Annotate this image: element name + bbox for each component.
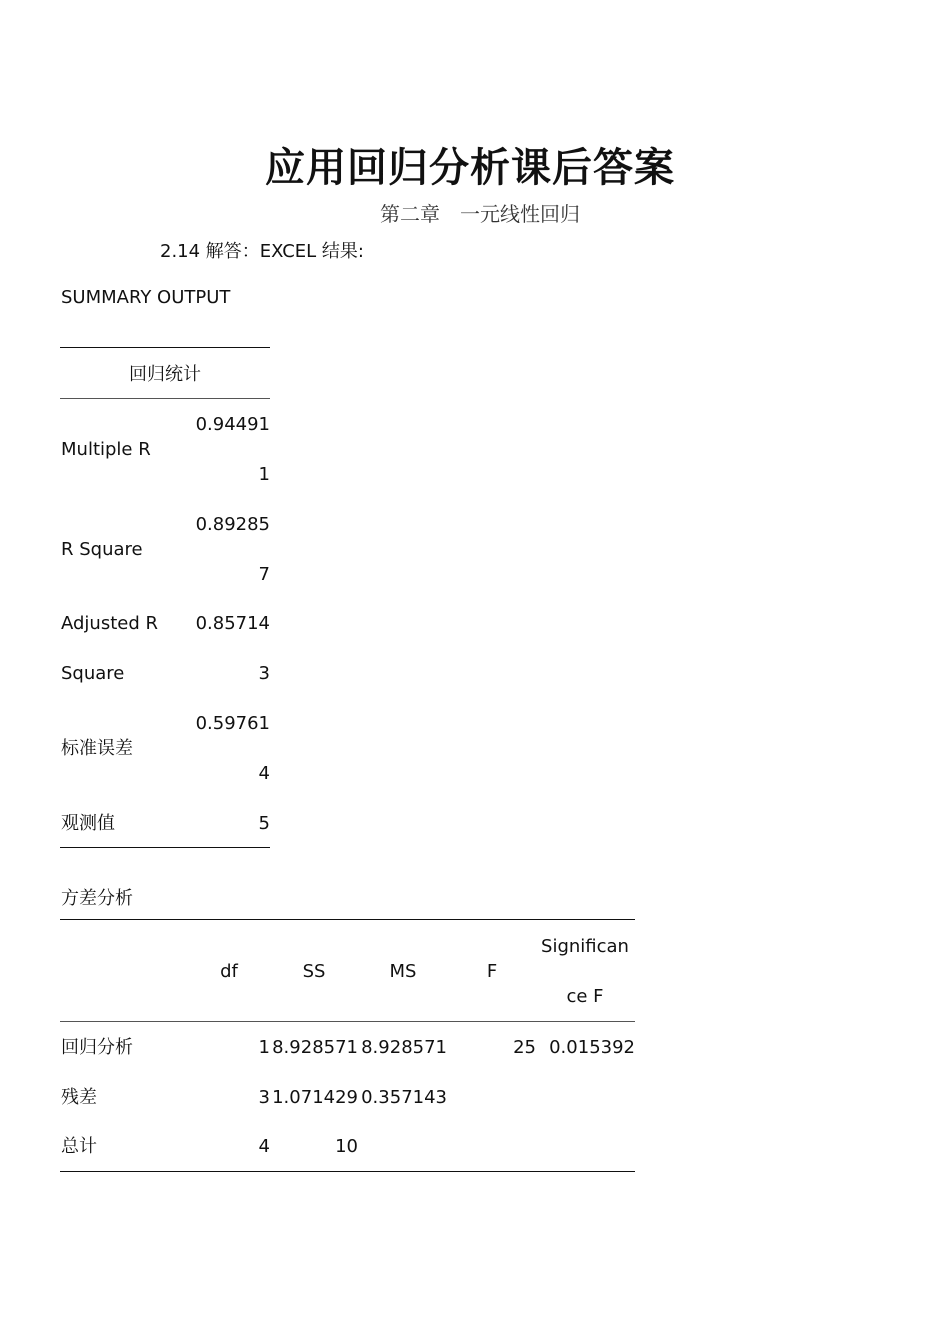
cell-df: 1: [258, 1037, 270, 1058]
col-header-ms: MS: [389, 961, 417, 982]
header-rule: [60, 1021, 635, 1022]
col-header-significance: Significan: [541, 936, 629, 957]
answer-intro: 2.14 解答：EXCEL 结果:: [160, 241, 364, 262]
row-value: 0.59761: [195, 713, 270, 734]
cell-ss: 1.071429: [272, 1087, 358, 1108]
row-value-wrap: 1: [258, 464, 270, 485]
row-value-wrap: 3: [258, 663, 270, 684]
row-label: 残差: [61, 1087, 97, 1108]
regression-stats-header: 回归统计: [129, 364, 201, 385]
row-value: 5: [258, 813, 270, 834]
page-title: 应用回归分析课后答案: [265, 145, 675, 191]
row-value-wrap: 7: [258, 564, 270, 585]
table-bottom-rule: [60, 1171, 635, 1172]
row-label: Multiple R: [61, 439, 151, 460]
col-header-ss: SS: [302, 961, 326, 982]
cell-ss: 10: [335, 1136, 358, 1157]
row-value: 0.94491: [195, 414, 270, 435]
cell-significance: 0.015392: [549, 1037, 635, 1058]
col-header-df: df: [220, 961, 238, 982]
cell-ms: 0.357143: [361, 1087, 447, 1108]
summary-heading: SUMMARY OUTPUT: [61, 287, 231, 308]
cell-ms: 8.928571: [361, 1037, 447, 1058]
cell-ss: 8.928571: [272, 1037, 358, 1058]
cell-f: 25: [513, 1037, 536, 1058]
row-label: R Square: [61, 539, 143, 560]
row-value: 0.85714: [195, 613, 270, 634]
row-label: 回归分析: [61, 1037, 133, 1058]
col-header-f: F: [486, 961, 498, 982]
anova-heading: 方差分析: [61, 888, 133, 909]
row-label: 标准误差: [61, 738, 133, 759]
table-top-rule: [60, 919, 635, 920]
row-value: 0.89285: [195, 514, 270, 535]
table-top-rule: [60, 347, 270, 348]
cell-df: 3: [258, 1087, 270, 1108]
row-label: Adjusted R: [61, 613, 158, 634]
cell-df: 4: [258, 1136, 270, 1157]
col-header-significance-wrap: ce F: [566, 986, 604, 1007]
row-value-wrap: 4: [258, 763, 270, 784]
row-label: 观测值: [61, 813, 115, 834]
table-bottom-rule: [60, 847, 270, 848]
header-rule: [60, 398, 270, 399]
row-label-wrap: Square: [61, 663, 125, 684]
chapter-subtitle: 第二章 一元线性回归: [380, 202, 580, 226]
row-label: 总计: [61, 1136, 97, 1157]
